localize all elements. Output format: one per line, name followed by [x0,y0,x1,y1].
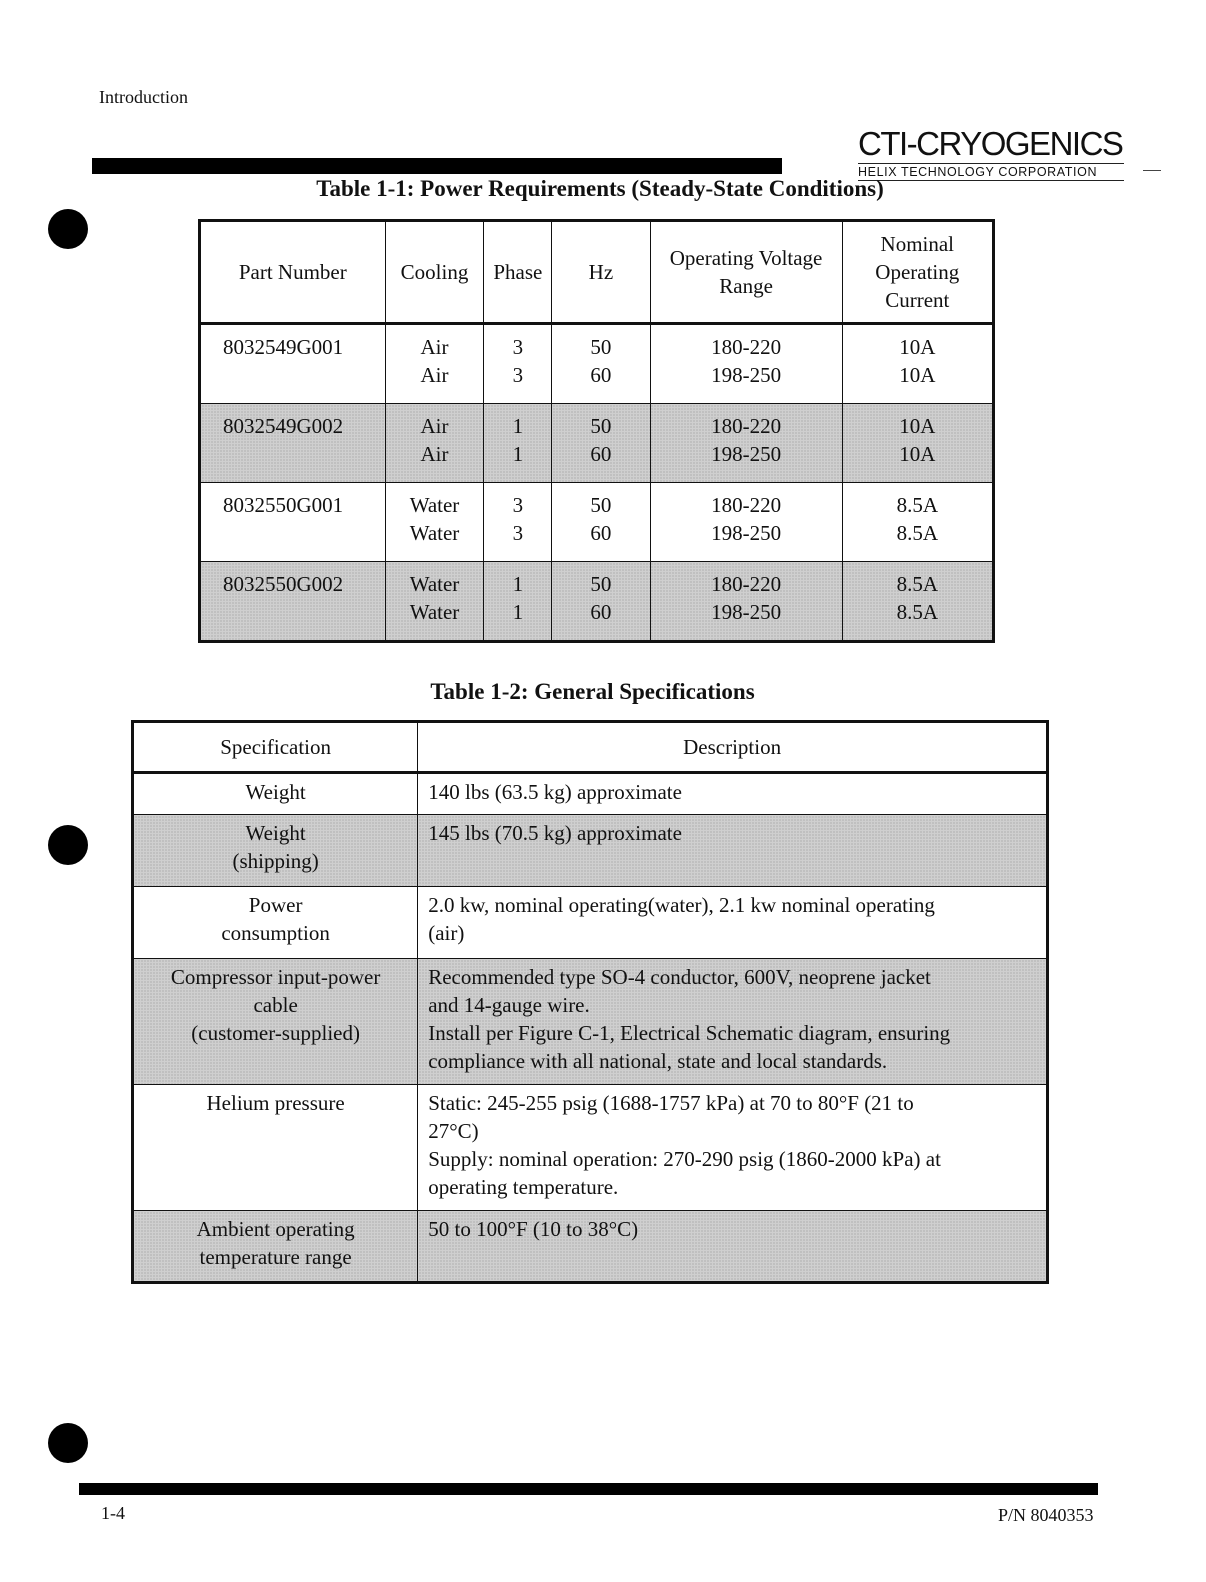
footer-rule [79,1483,1098,1495]
column-header: Cooling [385,221,484,324]
hz-cell: 50 60 [552,562,650,642]
table-row [133,1211,1048,1283]
table-header-row [200,221,994,324]
cooling-cell: Air Air [385,404,484,483]
spec-cell: Ambient operating temperature range [133,1211,418,1283]
general-specifications-table [131,720,1049,1284]
section-label: Introduction [99,87,188,107]
binder-hole-icon [48,825,88,865]
hz-cell: 50 60 [552,324,650,404]
header-rule [92,158,782,174]
spec-cell: Compressor input-power cable (customer-supplied) [133,959,418,1085]
description-cell: Static: 245-255 psig (1688-1757 kPa) at 70 to 80°F (21 to 27°C) Supply: nominal operation: 270-290 psig (1860-2000 kPa) at operating temperature. [418,1085,1048,1211]
voltage-cell: 180-220 198-250 [650,483,842,562]
table-row [200,562,994,642]
current-cell: 10A 10A [842,324,993,404]
voltage-cell: 180-220 198-250 [650,562,842,642]
part-number-cell: 8032550G002 [200,562,386,642]
column-header: Phase [484,221,552,324]
phase-cell: 1 1 [484,562,552,642]
hz-cell: 50 60 [552,404,650,483]
table-row [133,815,1048,887]
spec-cell: Weight (shipping) [133,815,418,887]
table-row [200,404,994,483]
column-header: Specification [133,722,418,773]
cooling-cell: Water Water [385,483,484,562]
voltage-cell: 180-220 198-250 [650,404,842,483]
current-cell: 8.5A 8.5A [842,483,993,562]
part-number-cell: 8032549G002 [200,404,386,483]
current-cell: 8.5A 8.5A [842,562,993,642]
voltage-cell: 180-220 198-250 [650,324,842,404]
column-header: Nominal Operating Current [842,221,993,324]
current-cell: 10A 10A [842,404,993,483]
spec-cell: Helium pressure [133,1085,418,1211]
cooling-cell: Air Air [385,324,484,404]
company-logo [858,126,1124,181]
column-header: Operating Voltage Range [650,221,842,324]
column-header: Description [418,722,1048,773]
spec-cell: Power consumption [133,887,418,959]
spec-cell: Weight [133,773,418,815]
table-row [133,1085,1048,1211]
description-cell: 140 lbs (63.5 kg) approximate [418,773,1048,815]
page-number: 1-4 [101,1503,125,1523]
table2-caption: Table 1-2: General Specifications [430,679,755,704]
table-header-row [133,722,1048,773]
binder-hole-icon [48,209,88,249]
description-cell: 2.0 kw, nominal operating(water), 2.1 kw nominal operating (air) [418,887,1048,959]
table-row [133,887,1048,959]
document-part-number: P/N 8040353 [998,1505,1094,1525]
phase-cell: 1 1 [484,404,552,483]
part-number-cell: 8032549G001 [200,324,386,404]
cooling-cell: Water Water [385,562,484,642]
binder-hole-icon [48,1423,88,1463]
table-row [200,324,994,404]
description-cell: Recommended type SO-4 conductor, 600V, neoprene jacket and 14-gauge wire. Install per Figure C-1, Electrical Schematic diagram, ensuring compliance with all national, state and local standards. [418,959,1048,1085]
column-header: Part Number [200,221,386,324]
part-number-cell: 8032550G001 [200,483,386,562]
power-requirements-table [198,219,995,643]
hz-cell: 50 60 [552,483,650,562]
logo-subtitle: HELIX TECHNOLOGY CORPORATION [858,163,1124,181]
logo-wordmark: CTI-CRYOGENICS [858,125,1123,162]
table-row [133,773,1048,815]
table1-caption: Table 1-1: Power Requirements (Steady-State Conditions) [316,176,884,201]
phase-cell: 3 3 [484,483,552,562]
table-row [133,959,1048,1085]
description-cell: 50 to 100°F (10 to 38°C) [418,1211,1048,1283]
table-row [200,483,994,562]
description-cell: 145 lbs (70.5 kg) approximate [418,815,1048,887]
column-header: Hz [552,221,650,324]
phase-cell: 3 3 [484,324,552,404]
scan-mark [1143,170,1161,171]
